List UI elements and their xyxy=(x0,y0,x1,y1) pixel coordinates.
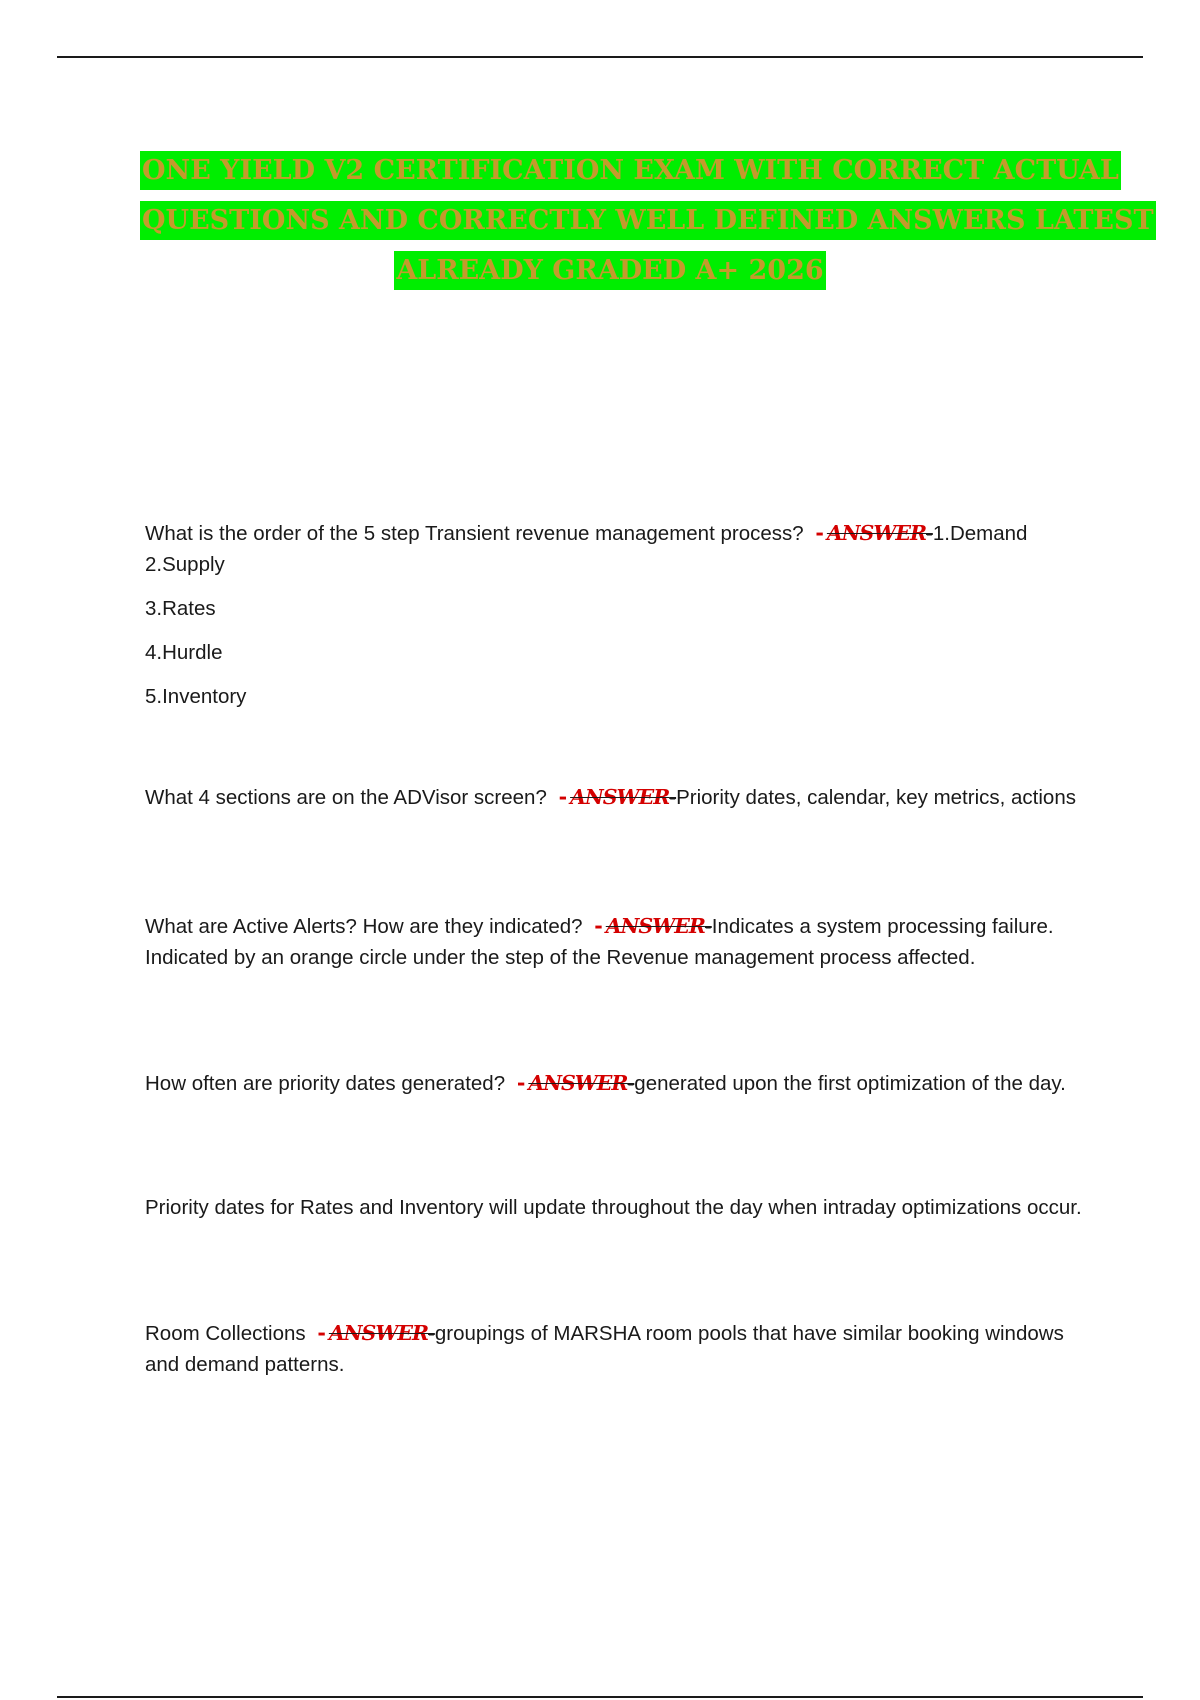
document-title xyxy=(140,146,1154,296)
qa-item-1 xyxy=(145,518,1095,712)
qa-item-6 xyxy=(145,1318,1095,1380)
question-text: Room Collections xyxy=(145,1322,306,1345)
list-item: 2.Supply xyxy=(145,553,225,576)
list-item: 4.Hurdle xyxy=(145,641,223,664)
qa-item-4 xyxy=(145,1068,1095,1099)
question-text: What is the order of the 5 step Transient revenue management process? xyxy=(145,522,804,545)
answer-text: generated upon the first optimization of the day. xyxy=(634,1072,1066,1095)
qa-item-5 xyxy=(145,1192,1095,1223)
title-line-2: QUESTIONS AND CORRECTLY WELL DEFINED ANSWERS LATEST xyxy=(140,201,1156,240)
list-item: 5.Inventory xyxy=(145,685,247,708)
answer-tag: - ANSWER- xyxy=(317,1321,435,1345)
title-line-1: ONE YIELD V2 CERTIFICATION EXAM WITH CORRECT ACTUAL xyxy=(140,151,1121,190)
title-line-3: ALREADY GRADED A+ 2026 xyxy=(394,251,825,290)
top-rule xyxy=(57,56,1143,58)
statement-text: Priority dates for Rates and Inventory will update throughout the day when intraday optimizations occur. xyxy=(145,1196,1082,1219)
bottom-rule xyxy=(57,1696,1143,1698)
answer-text: groupings of MARSHA room pools that have similar booking windows and demand patterns. xyxy=(145,1322,1064,1376)
list-item: 3.Rates xyxy=(145,597,216,620)
answer-tag: - ANSWER- xyxy=(594,914,712,938)
question-text: How often are priority dates generated? xyxy=(145,1072,506,1095)
answer-text: Indicates a system processing failure. Indicated by an orange circle under the step of the Revenue management process affected. xyxy=(145,915,1054,969)
answer-text: 1.Demand xyxy=(932,522,1028,545)
qa-item-2 xyxy=(145,782,1095,813)
answer-text: Priority dates, calendar, key metrics, actions xyxy=(676,786,1076,809)
question-text: What are Active Alerts? How are they indicated? xyxy=(145,915,583,938)
answer-tag: - ANSWER- xyxy=(558,785,677,809)
answer-tag: - ANSWER- xyxy=(815,521,933,545)
qa-item-3 xyxy=(145,911,1095,973)
question-text: What 4 sections are on the ADVisor screen? xyxy=(145,786,547,809)
answer-tag: - ANSWER- xyxy=(516,1071,635,1095)
